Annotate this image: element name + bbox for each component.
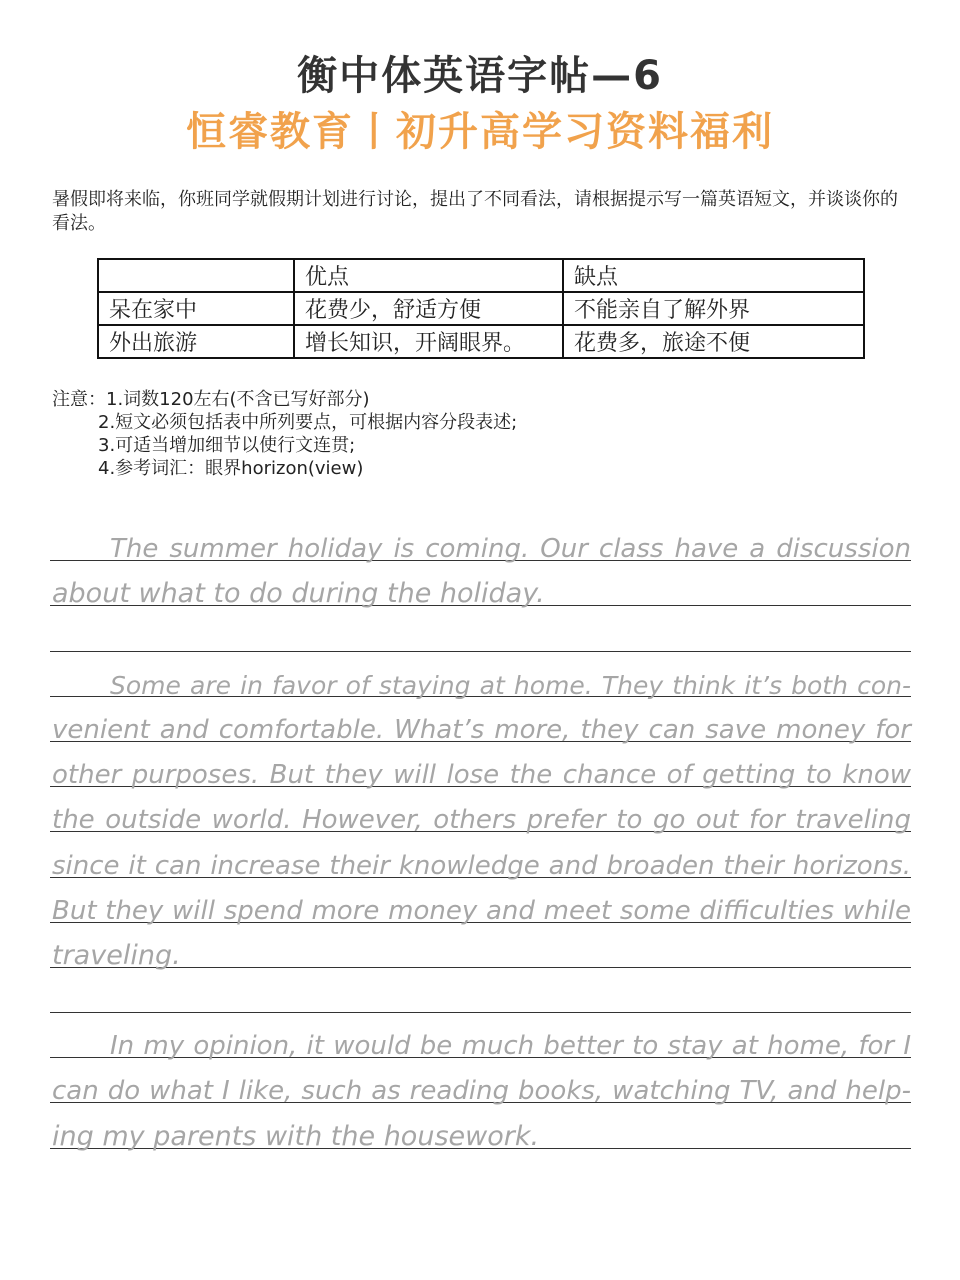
note-item: 3.可适当增加细节以使行文连贯; — [98, 435, 356, 456]
table-row — [98, 325, 864, 358]
table-cell: 外出旅游 — [98, 325, 294, 358]
page-title: 衡中体英语字帖—6 — [297, 53, 663, 99]
trace-text: can do what I like, such as reading books, watching TV, and help- — [52, 1076, 911, 1107]
note-line — [52, 388, 517, 411]
writing-line — [50, 832, 911, 881]
writing-line — [50, 516, 911, 565]
table-header-cell — [98, 259, 294, 292]
writing-line — [50, 968, 911, 1013]
table-cell: 呆在家中 — [98, 292, 294, 325]
writing-line — [50, 606, 911, 651]
table-cell: 不能亲自了解外界 — [563, 292, 864, 325]
writing-prompt: 暑假即将来临，你班同学就假期计划进行讨论，提出了不同看法，请根据提示写一篇英语短文，并谈谈你的看法。 — [52, 189, 898, 234]
writing-line — [50, 787, 911, 836]
trace-text: other purposes. But they will lose the chance of getting to know — [52, 760, 911, 791]
table-cell: 增长知识，开阔眼界。 — [294, 325, 563, 358]
writing-line — [50, 742, 911, 791]
writing-lines — [50, 516, 911, 1152]
note-item: 4.参考词汇：眼界horizon(view) — [98, 458, 364, 479]
pros-cons-table — [97, 258, 865, 359]
writing-line — [50, 561, 911, 610]
table-cell: 花费多，旅途不便 — [563, 325, 864, 358]
writing-line — [50, 878, 911, 926]
trace-text: Some are in favor of staying at home. They think it’s both con- — [110, 670, 911, 700]
trace-text: In my opinion, it would be much better to stay at home, for I — [110, 1031, 911, 1062]
table-header-row — [98, 259, 864, 292]
notes — [52, 388, 517, 480]
table-row — [98, 292, 864, 325]
table-cell: 花费少，舒适方便 — [294, 292, 563, 325]
writing-line — [50, 652, 911, 700]
trace-text: venient and comfortable. What’s more, they can save money for — [52, 714, 911, 745]
trace-text: the outside world. However, others prefer to go out for traveling — [52, 805, 911, 836]
trace-text: The summer holiday is coming. Our class have a discussion — [110, 534, 911, 565]
page-subtitle: 恒睿教育丨初升高学习资料福利 — [186, 109, 774, 155]
trace-text: But they will spend more money and meet some difficulties while — [52, 895, 911, 926]
table-header-cell: 缺点 — [563, 259, 864, 292]
note-item: 1.词数120左右(不含已写好部分) — [106, 389, 370, 410]
trace-text: traveling. — [52, 939, 181, 971]
trace-text: about what to do during the holiday. — [52, 578, 545, 610]
table-header-cell: 优点 — [294, 259, 563, 292]
writing-line — [50, 1013, 911, 1062]
writing-line — [50, 1058, 911, 1107]
trace-text: ing my parents with the housework. — [52, 1120, 540, 1152]
writing-line — [50, 1103, 911, 1152]
note-item: 2.短文必须包括表中所列要点，可根据内容分段表述; — [98, 412, 518, 433]
writing-line — [50, 697, 911, 745]
trace-text: since it can increase their knowledge and broaden their horizons. — [52, 850, 911, 881]
writing-line — [50, 923, 911, 971]
notes-label: 注意： — [52, 389, 106, 410]
